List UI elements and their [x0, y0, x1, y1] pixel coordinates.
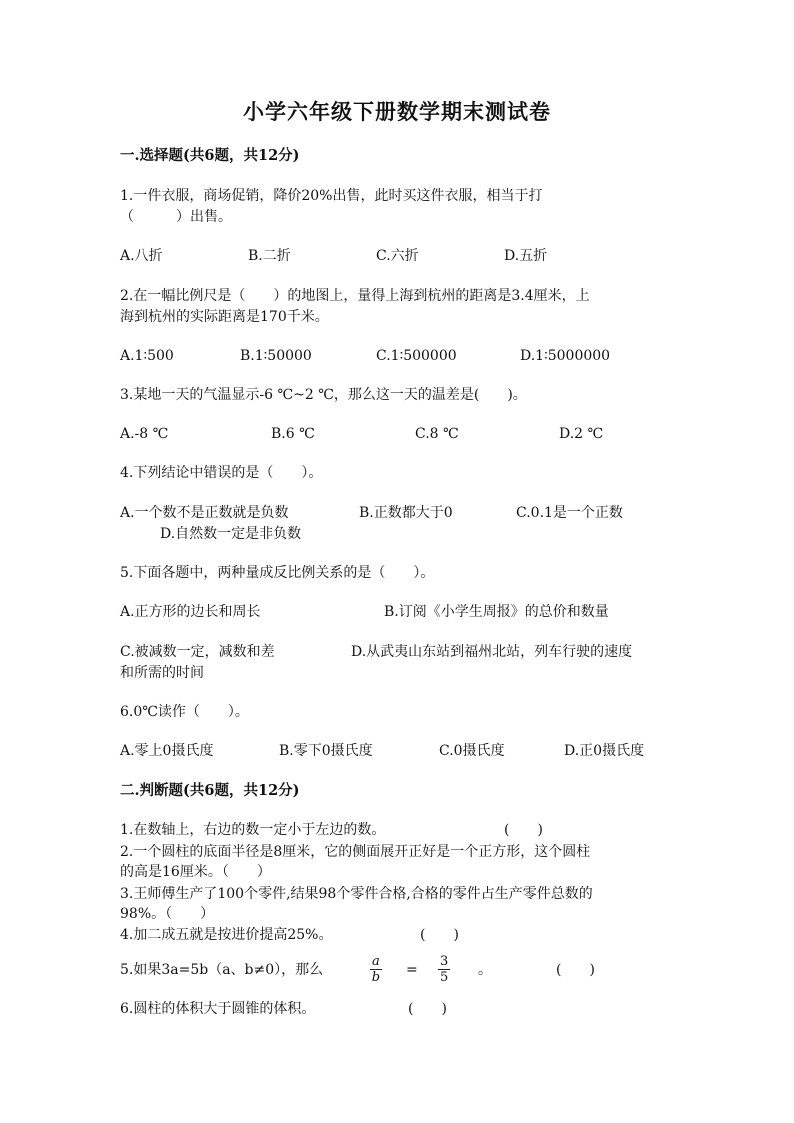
q1-text-line2: （ ）出售。 — [120, 209, 232, 225]
q1-option-d: D.五折 — [504, 248, 548, 264]
section2-heading: 二.判断题(共6题，共12分) — [120, 782, 300, 799]
q1-option-a: A.八折 — [120, 248, 163, 264]
q1-option-c: C.六折 — [376, 248, 419, 264]
section1-heading: 一.选择题(共6题，共12分) — [120, 147, 300, 164]
tf6-answer-paren[interactable]: ( ) — [408, 1001, 447, 1017]
q5-text: 5.下面各题中，两种量成反比例关系的是（ ）。 — [120, 565, 435, 581]
tf5-fraction2-denominator: 5 — [440, 970, 449, 985]
q3-option-c: C.8 ℃ — [415, 426, 459, 442]
q4-option-d: D.自然数一定是非负数 — [160, 526, 302, 542]
q6-text: 6.0℃读作（ ）。 — [120, 704, 249, 720]
q5-option-a: A.正方形的边长和周长 — [120, 604, 261, 620]
q2-text-line2: 海到杭州的实际距离是170千米。 — [120, 309, 329, 325]
tf5-fraction-3-over-5 — [438, 955, 450, 985]
q4-option-b: B.正数都大于0 — [359, 505, 453, 521]
tf2-text-line1: 2.一个圆柱的底面半径是8厘米，它的侧面展开正好是一个正方形，这个圆柱 — [120, 844, 591, 860]
q6-option-a: A.零上0摄氏度 — [120, 743, 214, 759]
q2-option-d: D.1∶5000000 — [520, 348, 611, 364]
tf5-fraction2-numerator: 3 — [440, 954, 449, 969]
tf3-text-line1: 3.王师傅生产了100个零件,结果98个零件合格,合格的零件占生产零件总数的 — [120, 886, 593, 902]
tf1-text: 1.在数轴上，右边的数一定小于左边的数。 — [120, 822, 386, 838]
tf5-answer-paren[interactable]: ( ) — [556, 962, 595, 978]
q3-option-d: D.2 ℃ — [559, 426, 604, 442]
q1-text-line1: 1.一件衣服，商场促销，降价20%出售，此时买这件衣服，相当于打 — [120, 188, 543, 204]
q4-option-c: C.0.1是一个正数 — [516, 505, 623, 521]
q5-option-b: B.订阅《小学生周报》的总价和数量 — [384, 604, 609, 620]
q4-text: 4.下列结论中错误的是（ ）。 — [120, 465, 323, 481]
tf5-fraction-a-over-b — [370, 955, 382, 985]
tf1-answer-paren[interactable]: ( ) — [504, 822, 543, 838]
q2-option-c: C.1∶500000 — [376, 348, 457, 364]
tf5-equals-sign: = — [406, 962, 418, 978]
q4-option-a: A.一个数不是正数就是负数 — [120, 505, 289, 521]
q5-option-d: D.从武夷山东站到福州北站，列车行驶的速度 — [351, 644, 633, 660]
tf6-text: 6.圆柱的体积大于圆锥的体积。 — [120, 1001, 316, 1017]
tf5-fraction1-numerator: a — [372, 954, 380, 969]
q5-option-d-cont: 和所需的时间 — [120, 665, 204, 681]
q3-text: 3.某地一天的气温显示-6 ℃~2 ℃，那么这一天的温差是( )。 — [120, 387, 527, 403]
tf5-text-prefix: 5.如果3a=5b（a、b≠0），那么 — [120, 962, 324, 978]
tf5-fraction1-denominator: b — [371, 970, 381, 985]
q2-option-b: B.1∶50000 — [240, 348, 312, 364]
q6-option-d: D.正0摄氏度 — [564, 743, 645, 759]
tf2-text-line2: 的高是16厘米。（ ） — [120, 864, 271, 880]
tf4-answer-paren[interactable]: ( ) — [420, 927, 459, 943]
tf3-text-line2: 98%。（ ） — [120, 906, 215, 922]
q6-option-b: B.零下0摄氏度 — [279, 743, 373, 759]
q2-option-a: A.1∶500 — [120, 348, 174, 364]
page-title: 小学六年级下册数学期末测试卷 — [243, 99, 551, 124]
tf4-text: 4.加二成五就是按进价提高25%。 — [120, 927, 333, 943]
tf5-text-suffix: 。 — [478, 962, 492, 978]
q3-option-a: A.-8 ℃ — [120, 426, 169, 442]
q3-option-b: B.6 ℃ — [271, 426, 315, 442]
q1-option-b: B.二折 — [248, 248, 291, 264]
q2-text-line1: 2.在一幅比例尺是（ ）的地图上，量得上海到杭州的距离是3.4厘米，上 — [120, 288, 590, 304]
q6-option-c: C.0摄氏度 — [439, 743, 505, 759]
q5-option-c: C.被减数一定，减数和差 — [120, 644, 275, 660]
